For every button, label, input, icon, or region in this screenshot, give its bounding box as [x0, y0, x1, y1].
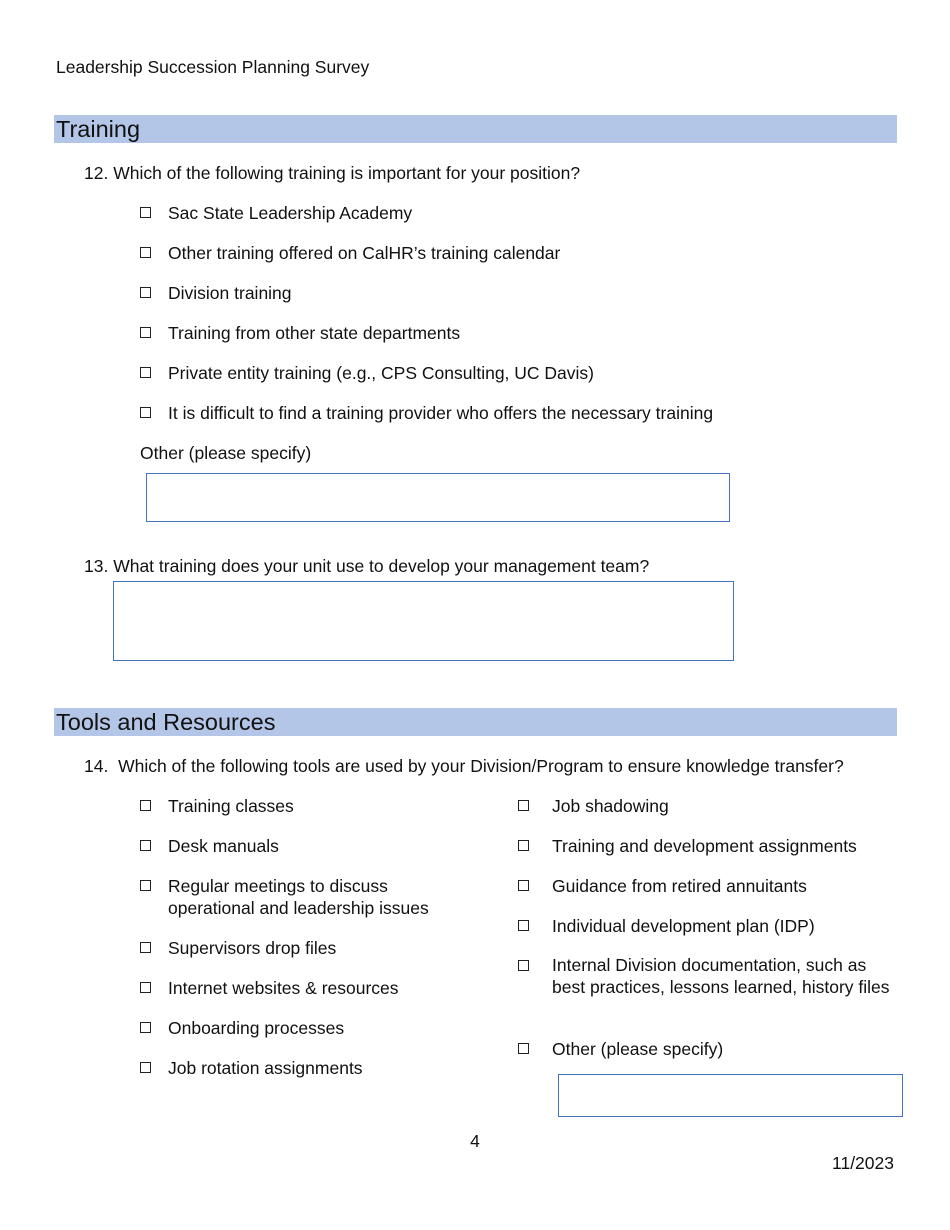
checkbox[interactable] [518, 800, 529, 811]
checkbox[interactable] [140, 800, 151, 811]
question-text: What training does your unit use to develop your management team? [113, 556, 650, 576]
checkbox[interactable] [140, 327, 151, 338]
option-label: Desk manuals [168, 836, 279, 856]
checkbox[interactable] [140, 840, 151, 851]
section-header-training [54, 115, 897, 143]
q12-other-input[interactable] [147, 474, 729, 521]
checkbox[interactable] [140, 287, 151, 298]
question-number: 12. [84, 163, 109, 183]
option-label: Other training offered on CalHR’s training calendar [168, 243, 561, 263]
q14-other-input[interactable] [559, 1075, 902, 1116]
section-title: Tools and Resources [56, 709, 276, 735]
question-14 [84, 755, 844, 777]
checkbox[interactable] [518, 880, 529, 891]
option-label: Internet websites & resources [168, 978, 399, 998]
checkbox[interactable] [140, 407, 151, 418]
option-label: Private entity training (e.g., CPS Consulting, UC Davis) [168, 363, 594, 383]
section-header-tools-and-resources [54, 708, 897, 736]
option-label: It is difficult to find a training provider who offers the necessary training [168, 403, 714, 423]
option-label: Training classes [168, 796, 294, 816]
checkbox[interactable] [518, 1043, 529, 1054]
option-label: Internal Division documentation, such as best practices, lessons learned, history files [552, 955, 890, 997]
document-header-title: Leadership Succession Planning Survey [56, 57, 370, 77]
option-label: Training and development assignments [552, 836, 857, 856]
checkbox[interactable] [518, 960, 529, 971]
option-label: Other (please specify) [552, 1039, 724, 1059]
question-12 [84, 162, 580, 184]
option-label: Division training [168, 283, 292, 303]
option-label: Sac State Leadership Academy [168, 203, 413, 223]
checkbox[interactable] [140, 1062, 151, 1073]
checkbox[interactable] [140, 367, 151, 378]
checkbox[interactable] [518, 840, 529, 851]
option-label: Individual development plan (IDP) [552, 916, 815, 936]
question-number: 13. [84, 556, 109, 576]
page-number: 4 [470, 1131, 480, 1151]
option-label: Onboarding processes [168, 1018, 345, 1038]
option-label: Training from other state departments [168, 323, 461, 343]
option-label: Regular meetings to discuss operational and leadership issues [168, 876, 429, 918]
other-specify-label: Other (please specify) [140, 443, 312, 463]
question-text: Which of the following tools are used by your Division/Program to ensure knowledge transfer? [118, 756, 844, 776]
checkbox[interactable] [140, 1022, 151, 1033]
q13-answer-textarea[interactable] [114, 582, 733, 660]
section-title: Training [56, 116, 141, 142]
question-text: Which of the following training is important for your position? [113, 163, 581, 183]
checkbox[interactable] [140, 207, 151, 218]
question-13 [84, 555, 649, 577]
option-label: Job rotation assignments [168, 1058, 363, 1078]
q13-answer-field[interactable] [113, 581, 734, 661]
checkbox[interactable] [140, 982, 151, 993]
checkbox[interactable] [140, 880, 151, 891]
q14-other-field[interactable] [558, 1074, 903, 1117]
checkbox[interactable] [140, 247, 151, 258]
option-label: Job shadowing [552, 796, 669, 816]
option-label: Guidance from retired annuitants [552, 876, 807, 896]
footer-date: 11/2023 [832, 1153, 894, 1173]
checkbox[interactable] [140, 942, 151, 953]
question-number: 14. [84, 756, 109, 776]
checkbox[interactable] [518, 920, 529, 931]
option-label: Supervisors drop files [168, 938, 337, 958]
q12-other-field[interactable] [146, 473, 730, 522]
